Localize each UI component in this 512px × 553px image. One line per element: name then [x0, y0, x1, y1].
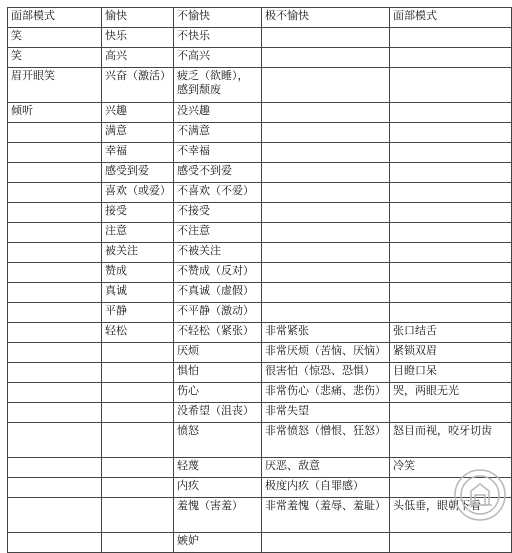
- table-cell: 伤心: [174, 383, 262, 403]
- table-cell: 喜欢（或爱）: [102, 183, 174, 203]
- table-cell: [102, 498, 174, 533]
- table-cell: [262, 533, 390, 553]
- table-cell: [262, 123, 390, 143]
- table-row: [8, 68, 512, 103]
- table-row: [8, 303, 512, 323]
- table-cell: 疲乏（欲睡），感到颓废: [174, 68, 262, 103]
- table-row: [8, 183, 512, 203]
- table-cell: 兴趣: [102, 103, 174, 123]
- table-cell: [262, 263, 390, 283]
- table-cell: [8, 303, 102, 323]
- table-cell: [8, 223, 102, 243]
- table-cell: 不喜欢（不爱）: [174, 183, 262, 203]
- header-cell: 愉快: [102, 8, 174, 28]
- table-cell: 羞愧（害羞）: [174, 498, 262, 533]
- table-cell: 紧锁双眉: [390, 343, 512, 363]
- table-cell: 非常愤怒（憎恨、狂怒）: [262, 423, 390, 458]
- table-cell: 厌烦: [174, 343, 262, 363]
- table-cell: [390, 183, 512, 203]
- table-cell: [390, 283, 512, 303]
- table-cell: [8, 498, 102, 533]
- table-row: [8, 203, 512, 223]
- table-cell: 不接受: [174, 203, 262, 223]
- emotion-table: [7, 7, 512, 553]
- table-cell: 极度内疚（自罪感）: [262, 478, 390, 498]
- table-cell: [390, 48, 512, 68]
- table-row: [8, 263, 512, 283]
- table-cell: 冷笑: [390, 458, 512, 478]
- table-cell: 满意: [102, 123, 174, 143]
- table-cell: 不高兴: [174, 48, 262, 68]
- table-cell: 注意: [102, 223, 174, 243]
- table-cell: [8, 423, 102, 458]
- table-row: [8, 498, 512, 533]
- table-cell: [390, 28, 512, 48]
- table-cell: [8, 143, 102, 163]
- table-row: [8, 143, 512, 163]
- table-row: [8, 403, 512, 423]
- table-cell: 怒目而视，咬牙切齿: [390, 423, 512, 458]
- table-cell: 不平静（激动）: [174, 303, 262, 323]
- table-cell: 没希望（沮丧）: [174, 403, 262, 423]
- table-row: [8, 363, 512, 383]
- table-row: [8, 478, 512, 498]
- table-row: [8, 383, 512, 403]
- table-cell: [102, 383, 174, 403]
- table-cell: 赞成: [102, 263, 174, 283]
- table-cell: 真诚: [102, 283, 174, 303]
- table-cell: 倾听: [8, 103, 102, 123]
- table-cell: 张口结舌: [390, 323, 512, 343]
- table-cell: [390, 123, 512, 143]
- table-cell: 愤怒: [174, 423, 262, 458]
- table-cell: 被关注: [102, 243, 174, 263]
- table-cell: 笑: [8, 28, 102, 48]
- table-row: [8, 163, 512, 183]
- table-cell: 兴奋（激活）: [102, 68, 174, 103]
- table-row: [8, 103, 512, 123]
- table-cell: [262, 163, 390, 183]
- table-cell: 厌恶、敌意: [262, 458, 390, 478]
- table-row: [8, 533, 512, 553]
- table-cell: 嫉妒: [174, 533, 262, 553]
- table-cell: [262, 283, 390, 303]
- table-cell: [262, 203, 390, 223]
- table-row: [8, 48, 512, 68]
- table-cell: [262, 48, 390, 68]
- table-cell: 眉开眼笑: [8, 68, 102, 103]
- table-cell: [8, 183, 102, 203]
- table-cell: [390, 533, 512, 553]
- table-cell: 非常伤心（悲痛、悲伤）: [262, 383, 390, 403]
- table-cell: [262, 68, 390, 103]
- table-cell: 目瞪口呆: [390, 363, 512, 383]
- table-cell: 头低垂，眼朝下看: [390, 498, 512, 533]
- table-row: [8, 423, 512, 458]
- table-cell: 内疚: [174, 478, 262, 498]
- table-cell: [8, 163, 102, 183]
- table-cell: 没兴趣: [174, 103, 262, 123]
- table-cell: [262, 223, 390, 243]
- table-cell: 快乐: [102, 28, 174, 48]
- header-cell: 面部模式: [8, 8, 102, 28]
- table-cell: [8, 243, 102, 263]
- table-row: [8, 223, 512, 243]
- table-cell: [8, 203, 102, 223]
- header-cell: 极不愉快: [262, 8, 390, 28]
- table-row: [8, 458, 512, 478]
- table-cell: 非常失望: [262, 403, 390, 423]
- table-cell: 不赞成（反对）: [174, 263, 262, 283]
- table-cell: 不快乐: [174, 28, 262, 48]
- table-cell: [262, 28, 390, 48]
- table-cell: 轻松: [102, 323, 174, 343]
- header-row: [8, 8, 512, 28]
- table-cell: 不轻松（紧张）: [174, 323, 262, 343]
- table-row: [8, 343, 512, 363]
- table-cell: 不满意: [174, 123, 262, 143]
- table-cell: 哭，两眼无光: [390, 383, 512, 403]
- table-cell: 轻蔑: [174, 458, 262, 478]
- table-cell: [390, 223, 512, 243]
- institution-seal-icon: [450, 467, 510, 523]
- table-cell: [8, 403, 102, 423]
- table-cell: 不注意: [174, 223, 262, 243]
- table-cell: [102, 478, 174, 498]
- table-cell: [102, 533, 174, 553]
- table-row: [8, 283, 512, 303]
- table-cell: [102, 403, 174, 423]
- table-cell: 不幸福: [174, 143, 262, 163]
- table-cell: [262, 243, 390, 263]
- table-cell: [262, 303, 390, 323]
- table-cell: [8, 363, 102, 383]
- table-cell: 非常紧张: [262, 323, 390, 343]
- table-cell: [8, 383, 102, 403]
- table-row: [8, 323, 512, 343]
- table-cell: [390, 143, 512, 163]
- table-cell: [8, 478, 102, 498]
- table-cell: [390, 243, 512, 263]
- table-cell: [262, 183, 390, 203]
- table-row: [8, 28, 512, 48]
- table-cell: 很害怕（惊恐、恐惧）: [262, 363, 390, 383]
- header-cell: 不愉快: [174, 8, 262, 28]
- table-cell: 不真诚（虚假）: [174, 283, 262, 303]
- table-cell: [390, 68, 512, 103]
- header-cell: 面部模式: [390, 8, 512, 28]
- table-cell: [8, 283, 102, 303]
- table-row: [8, 123, 512, 143]
- table-cell: [262, 103, 390, 123]
- table-cell: 不被关注: [174, 243, 262, 263]
- table-cell: 平静: [102, 303, 174, 323]
- table-cell: [390, 303, 512, 323]
- table-cell: 非常厌烦（苦恼、厌恼）: [262, 343, 390, 363]
- table-cell: 接受: [102, 203, 174, 223]
- table-cell: [102, 343, 174, 363]
- table-cell: 感受不到爱: [174, 163, 262, 183]
- table-cell: [8, 323, 102, 343]
- table-cell: [8, 533, 102, 553]
- table-cell: [8, 263, 102, 283]
- table-cell: [390, 163, 512, 183]
- table-cell: [8, 123, 102, 143]
- table-cell: [102, 458, 174, 478]
- table-cell: [8, 343, 102, 363]
- table-cell: 非常羞愧（羞辱、羞耻）: [262, 498, 390, 533]
- table-cell: [102, 363, 174, 383]
- table-cell: [390, 403, 512, 423]
- table-cell: 幸福: [102, 143, 174, 163]
- table-cell: 笑: [8, 48, 102, 68]
- table-row: [8, 243, 512, 263]
- table-cell: 惧怕: [174, 363, 262, 383]
- table-cell: [102, 423, 174, 458]
- table-cell: 感受到爱: [102, 163, 174, 183]
- table-cell: 高兴: [102, 48, 174, 68]
- table-cell: [390, 263, 512, 283]
- table-cell: [390, 203, 512, 223]
- table-cell: [8, 458, 102, 478]
- table-cell: [262, 143, 390, 163]
- table-cell: [390, 103, 512, 123]
